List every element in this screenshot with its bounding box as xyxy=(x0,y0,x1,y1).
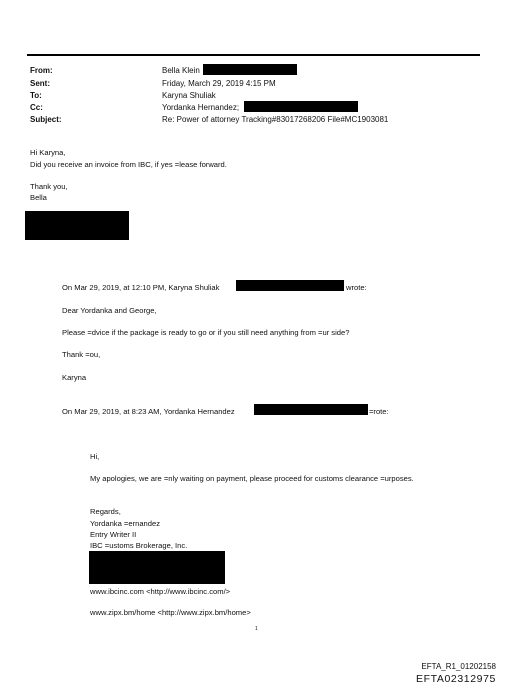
cc-value: Yordanka Hernandez; xyxy=(162,103,240,112)
redaction-from xyxy=(203,64,297,75)
redaction-quote2-email xyxy=(254,404,368,415)
quote1-line1: Please =dvice if the package is ready to go or if you still need anything from =ur side? xyxy=(62,328,350,337)
from-label: From: xyxy=(30,66,53,75)
quote2-title: Entry Writer II xyxy=(90,530,137,539)
quote2-link2[interactable]: www.zipx.bm/home <http://www.zipx.bm/home> xyxy=(90,608,251,617)
footer-id-secondary: EFTA02312975 xyxy=(416,673,496,685)
redaction-quote1-email xyxy=(236,280,344,291)
page-number: 1 xyxy=(255,626,258,632)
body-greeting: Hi Karyna, xyxy=(30,148,66,157)
footer-id-primary: EFTA_R1_01202158 xyxy=(421,662,496,671)
from-value: Bella Klein xyxy=(162,66,200,75)
quote1-greeting: Dear Yordanka and George, xyxy=(62,306,157,315)
cc-label: Cc: xyxy=(30,103,43,112)
quote2-link1[interactable]: www.ibcinc.com <http://www.ibcinc.com/> xyxy=(90,587,231,596)
quote1-intro: On Mar 29, 2019, at 12:10 PM, Karyna Shuliak xyxy=(62,283,220,292)
subject-value: Re: Power of attorney Tracking#83017268206 File#MC1903081 xyxy=(162,115,389,124)
quote1-intro-suffix: wrote: xyxy=(346,283,367,292)
body-line1: Did you receive an invoice from IBC, if yes =lease forward. xyxy=(30,160,227,169)
quote1-signature: Karyna xyxy=(62,373,87,382)
quote2-greeting: Hi, xyxy=(90,452,100,461)
redaction-cc xyxy=(244,101,358,112)
body-thanks: Thank you, xyxy=(30,182,68,191)
quote2-intro: On Mar 29, 2019, at 8:23 AM, Yordanka Hernandez xyxy=(62,407,235,416)
redaction-signature-block xyxy=(25,211,129,240)
quote2-line1: My apologies, we are =nly waiting on payment, please proceed for customs clearance =urposes. xyxy=(90,474,414,483)
sent-value: Friday, March 29, 2019 4:15 PM xyxy=(162,79,276,88)
header-rule xyxy=(27,54,480,56)
quote2-regards: Regards, xyxy=(90,507,121,516)
quote1-thanks: Thank =ou, xyxy=(62,350,101,359)
to-value: Karyna Shuliak xyxy=(162,91,216,100)
redaction-contact-block xyxy=(89,551,225,584)
body-signature: Bella xyxy=(30,193,47,202)
subject-label: Subject: xyxy=(30,115,62,124)
sent-label: Sent: xyxy=(30,79,50,88)
quote2-name: Yordanka =ernandez xyxy=(90,519,161,528)
quote2-company: IBC =ustoms Brokerage, Inc. xyxy=(90,541,188,550)
quote2-intro-suffix: =rote: xyxy=(369,407,389,416)
to-label: To: xyxy=(30,91,42,100)
